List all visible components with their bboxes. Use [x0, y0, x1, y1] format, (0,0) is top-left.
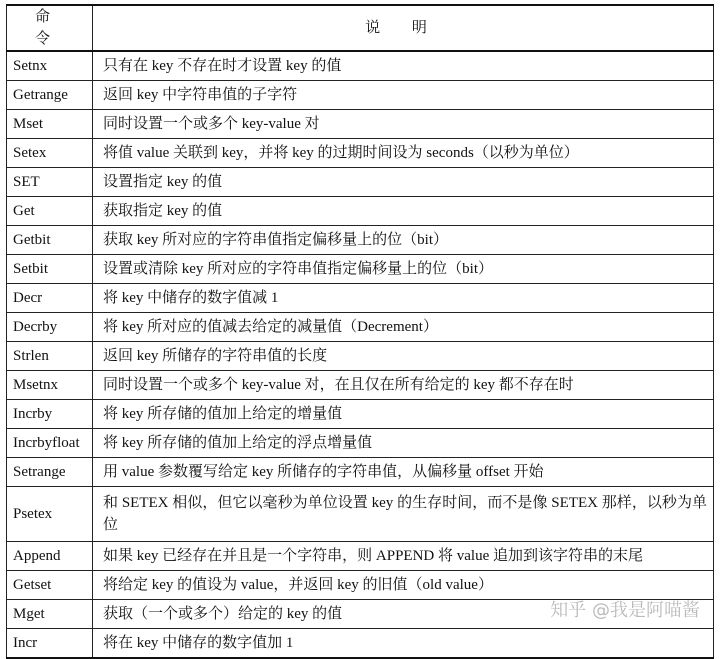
- command-cell: Getbit: [7, 226, 93, 255]
- table-row: [7, 487, 714, 542]
- command-cell: Msetnx: [7, 371, 93, 400]
- command-cell: Decrby: [7, 313, 93, 342]
- description-cell: 将 key 中储存的数字值减 1: [93, 284, 714, 313]
- description-cell: 设置指定 key 的值: [93, 168, 714, 197]
- table-row: [7, 81, 714, 110]
- table-header: [7, 5, 714, 51]
- table-row: [7, 197, 714, 226]
- description-cell: 同时设置一个或多个 key-value 对: [93, 110, 714, 139]
- description-cell: 和 SETEX 相似，但它以毫秒为单位设置 key 的生存时间，而不是像 SETEX 那样，以秒为单位: [93, 487, 714, 542]
- table-row: [7, 110, 714, 139]
- command-cell: Mset: [7, 110, 93, 139]
- table-row: [7, 168, 714, 197]
- table-row: [7, 51, 714, 81]
- command-cell: Incrby: [7, 400, 93, 429]
- command-cell: Strlen: [7, 342, 93, 371]
- table-body: [7, 51, 714, 658]
- description-cell: 用 value 参数覆写给定 key 所储存的字符串值，从偏移量 offset 开始: [93, 458, 714, 487]
- table-row: [7, 313, 714, 342]
- command-cell: SET: [7, 168, 93, 197]
- command-cell: Incr: [7, 629, 93, 659]
- table-row: [7, 542, 714, 571]
- command-cell: Get: [7, 197, 93, 226]
- command-cell: Setrange: [7, 458, 93, 487]
- table-row: [7, 400, 714, 429]
- command-cell: Append: [7, 542, 93, 571]
- description-cell: 如果 key 已经存在并且是一个字符串，则 APPEND 将 value 追加到该字符串的末尾: [93, 542, 714, 571]
- header-description: 说 明: [93, 5, 714, 51]
- watermark: 知乎 @我是阿喵酱: [550, 600, 700, 621]
- description-cell: 只有在 key 不存在时才设置 key 的值: [93, 51, 714, 81]
- command-cell: Decr: [7, 284, 93, 313]
- command-cell: Getrange: [7, 81, 93, 110]
- command-cell: Setbit: [7, 255, 93, 284]
- table-row: [7, 226, 714, 255]
- table-row: [7, 371, 714, 400]
- header-command: 命 令: [7, 5, 93, 51]
- command-cell: Incrbyfloat: [7, 429, 93, 458]
- description-cell: 获取（一个或多个）给定的 key 的值: [93, 600, 714, 629]
- table-row: [7, 139, 714, 168]
- description-cell: 将 key 所对应的值减去给定的减量值（Decrement）: [93, 313, 714, 342]
- description-cell: 将在 key 中储存的数字值加 1: [93, 629, 714, 659]
- command-cell: Setex: [7, 139, 93, 168]
- description-cell: 将 key 所存储的值加上给定的浮点增量值: [93, 429, 714, 458]
- command-cell: Getset: [7, 571, 93, 600]
- table-row: [7, 284, 714, 313]
- description-cell: 返回 key 所储存的字符串值的长度: [93, 342, 714, 371]
- description-cell: 同时设置一个或多个 key-value 对，在且仅在所有给定的 key 都不存在时: [93, 371, 714, 400]
- description-cell: 设置或清除 key 所对应的字符串值指定偏移量上的位（bit）: [93, 255, 714, 284]
- description-cell: 获取指定 key 的值: [93, 197, 714, 226]
- description-cell: 获取 key 所对应的字符串值指定偏移量上的位（bit）: [93, 226, 714, 255]
- table-row: [7, 458, 714, 487]
- command-cell: Psetex: [7, 487, 93, 542]
- command-cell: Setnx: [7, 51, 93, 81]
- redis-string-commands-table: [6, 4, 714, 659]
- description-cell: 将给定 key 的值设为 value，并返回 key 的旧值（old value）: [93, 571, 714, 600]
- table-row: [7, 429, 714, 458]
- table-row: [7, 342, 714, 371]
- table-row: [7, 255, 714, 284]
- description-cell: 返回 key 中字符串值的子字符: [93, 81, 714, 110]
- command-cell: Mget: [7, 600, 93, 629]
- description-cell: 将值 value 关联到 key，并将 key 的过期时间设为 seconds（以秒为单位）: [93, 139, 714, 168]
- description-cell: 将 key 所存储的值加上给定的增量值: [93, 400, 714, 429]
- table-row: [7, 629, 714, 659]
